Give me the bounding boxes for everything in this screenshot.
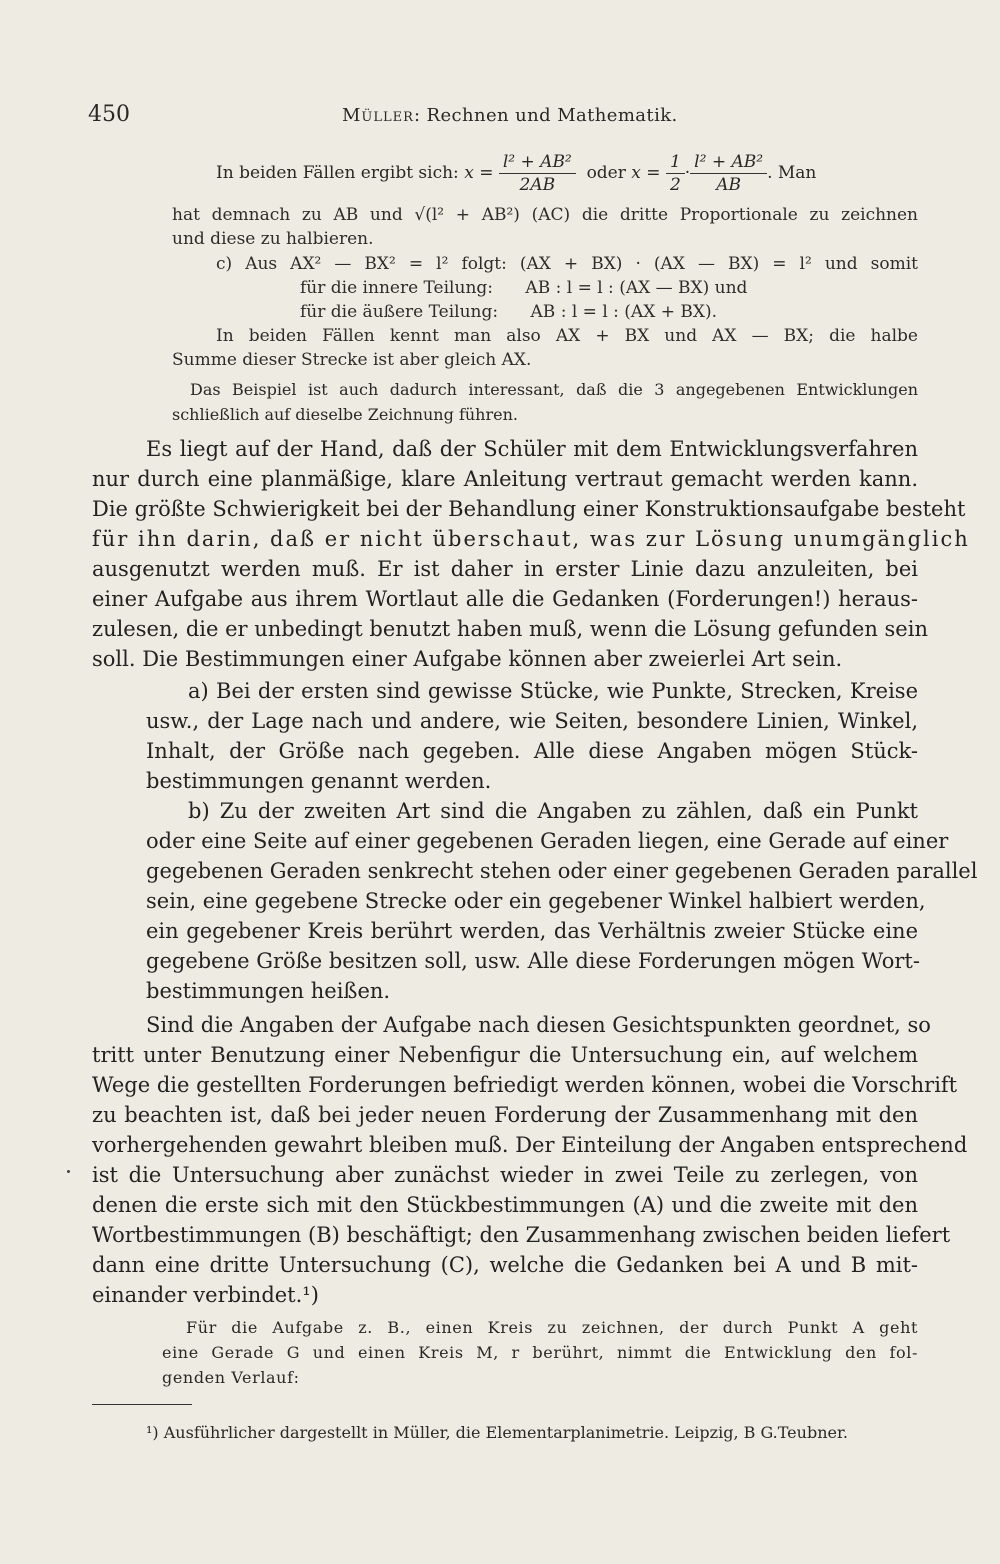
example-line-2: eine Gerade G und einen Kreis M, r berührt, nimmt die Entwicklung den fol- <box>162 1343 918 1362</box>
body-line-17: ein gegebener Kreis berührt werden, das Verhältnis zweier Stücke eine <box>146 919 918 943</box>
body-line-5: ausgenutzt werden muß. Er ist daher in erster Linie dazu anzuleiten, bei <box>92 557 918 581</box>
body-line-27: Wortbestimmungen (B) beschäftigt; den Zusammenhang zwischen beiden liefert <box>92 1223 951 1247</box>
fraction-2-numerator: 1 <box>666 151 685 174</box>
body-line-15: gegebenen Geraden senkrecht stehen oder einer gegebenen Geraden parallel <box>146 859 978 883</box>
fraction-3-denominator: AB <box>716 174 741 195</box>
fraction-3-numerator: l² + AB² <box>690 151 767 174</box>
case-c-line-4: In beiden Fällen kennt man also AX + BX und AX — BX; die halbe <box>216 326 918 346</box>
body-line-8: soll. Die Bestimmungen einer Aufgabe können aber zweierlei Art sein. <box>92 647 843 671</box>
body-line-9: a) Bei der ersten sind gewisse Stücke, wie Punkte, Strecken, Kreise <box>188 679 918 703</box>
running-head <box>342 105 678 126</box>
formula-line-2: hat demnach zu AB und √(l² + AB²) (AC) die dritte Proportionale zu zeichnen <box>172 205 918 225</box>
body-line-18: gegebene Größe besitzen soll, usw. Alle diese Forderungen mögen Wort- <box>146 949 920 973</box>
formula-x-eq-2: x = <box>631 163 661 183</box>
body-line-23: zu beachten ist, daß bei jeder neuen Forderung der Zusammenhang mit den <box>92 1103 918 1127</box>
body-line-21: tritt unter Benutzung einer Nebenfigur die Untersuchung ein, auf welchem <box>92 1043 918 1067</box>
running-head-title: : Rechnen und Mathematik. <box>413 105 678 126</box>
body-line-13: b) Zu der zweiten Art sind die Angaben zu zählen, daß ein Punkt <box>188 799 918 823</box>
body-line-11: Inhalt, der Größe nach gegeben. Alle diese Angaben mögen Stück- <box>146 739 918 763</box>
body-line-19: bestimmungen heißen. <box>146 979 391 1003</box>
case-c-line-2: für die innere Teilung: AB : l = l : (AX — BX) und <box>300 278 748 298</box>
body-line-14: oder eine Seite auf einer gegebenen Geraden liegen, eine Gerade auf einer <box>146 829 949 853</box>
body-line-7: zulesen, die er unbedingt benutzt haben muß, wenn die Lösung gefunden sein <box>92 617 928 641</box>
body-line-2: nur durch eine planmäßige, klare Anleitung vertraut gemacht werden kann. <box>92 467 918 491</box>
body-line-24: vorhergehenden gewahrt bleiben muß. Der Einteilung der Angaben entsprechend <box>92 1133 968 1157</box>
fraction-1-denominator: 2AB <box>519 174 556 195</box>
formula-line-3: und diese zu halbieren. <box>172 229 374 249</box>
formula-oder: oder <box>586 163 626 183</box>
body-line-3: Die größte Schwierigkeit bei der Behandlung einer Konstruktionsaufgabe besteht <box>92 497 966 521</box>
note-line-2: schließlich auf dieselbe Zeichnung führen. <box>172 405 518 424</box>
formula-intro: In beiden Fällen ergibt sich: <box>216 163 459 183</box>
example-line-1: Für die Aufgabe z. B., einen Kreis zu zeichnen, der durch Punkt A geht <box>186 1318 918 1337</box>
fraction-2 <box>666 151 685 196</box>
body-line-20: Sind die Angaben der Aufgabe nach diesen Gesichtspunkten geordnet, so <box>146 1013 931 1037</box>
fraction-1-numerator: l² + AB² <box>499 151 576 174</box>
body-line-28: dann eine dritte Untersuchung (C), welche die Gedanken bei A und B mit- <box>92 1253 918 1277</box>
case-c-line-5: Summe dieser Strecke ist aber gleich AX. <box>172 350 532 370</box>
formula-man: . Man <box>767 163 817 183</box>
case-c-line-1: c) Aus AX² — BX² = l² folgt: (AX + BX) · (AX — BX) = l² und somit <box>216 254 918 274</box>
body-line-25: ist die Untersuchung aber zunächst wieder in zwei Teile zu zerlegen, von <box>92 1163 918 1187</box>
formula-line <box>216 150 816 196</box>
formula-x-eq: x = <box>464 163 494 183</box>
body-line-10: usw., der Lage nach und andere, wie Seiten, besondere Linien, Winkel, <box>146 709 918 733</box>
body-line-12: bestimmungen genannt werden. <box>146 769 492 793</box>
fraction-3 <box>690 151 767 196</box>
formula-dot: · <box>684 163 691 183</box>
body-line-16: sein, eine gegebene Strecke oder ein gegebener Winkel halbiert werden, <box>146 889 926 913</box>
body-line-22: Wege die gestellten Forderungen befriedigt werden können, wobei die Vorschrift <box>92 1073 958 1097</box>
fraction-2-denominator: 2 <box>669 174 681 195</box>
body-line-6: einer Aufgabe aus ihrem Wortlaut alle die Gedanken (Forderungen!) heraus- <box>92 587 918 611</box>
running-head-author: Müller <box>342 105 414 126</box>
body-line-1: Es liegt auf der Hand, daß der Schüler mit dem Entwicklungsverfahren <box>146 437 918 461</box>
body-line-29: einander verbindet.¹) <box>92 1283 319 1307</box>
footnote-rule <box>92 1404 192 1405</box>
case-c-line-3: für die äußere Teilung: AB : l = l : (AX + BX). <box>300 302 717 322</box>
fraction-1 <box>499 151 576 196</box>
example-line-3: genden Verlauf: <box>162 1368 300 1387</box>
body-line-26: denen die erste sich mit den Stückbestimmungen (A) und die zweite mit den <box>92 1193 918 1217</box>
ink-speck <box>67 1170 70 1173</box>
note-line-1: Das Beispiel ist auch dadurch interessant, daß die 3 angegebenen Entwicklungen <box>190 380 918 399</box>
footnote: ¹) Ausführlicher dargestellt in Müller, die Elementarplanimetrie. Leipzig, B G.Teubner. <box>146 1423 848 1442</box>
page-number: 450 <box>88 102 130 127</box>
body-line-4: für ihn darin, daß er nicht überschaut, was zur Lösung unumgänglich <box>92 527 970 551</box>
